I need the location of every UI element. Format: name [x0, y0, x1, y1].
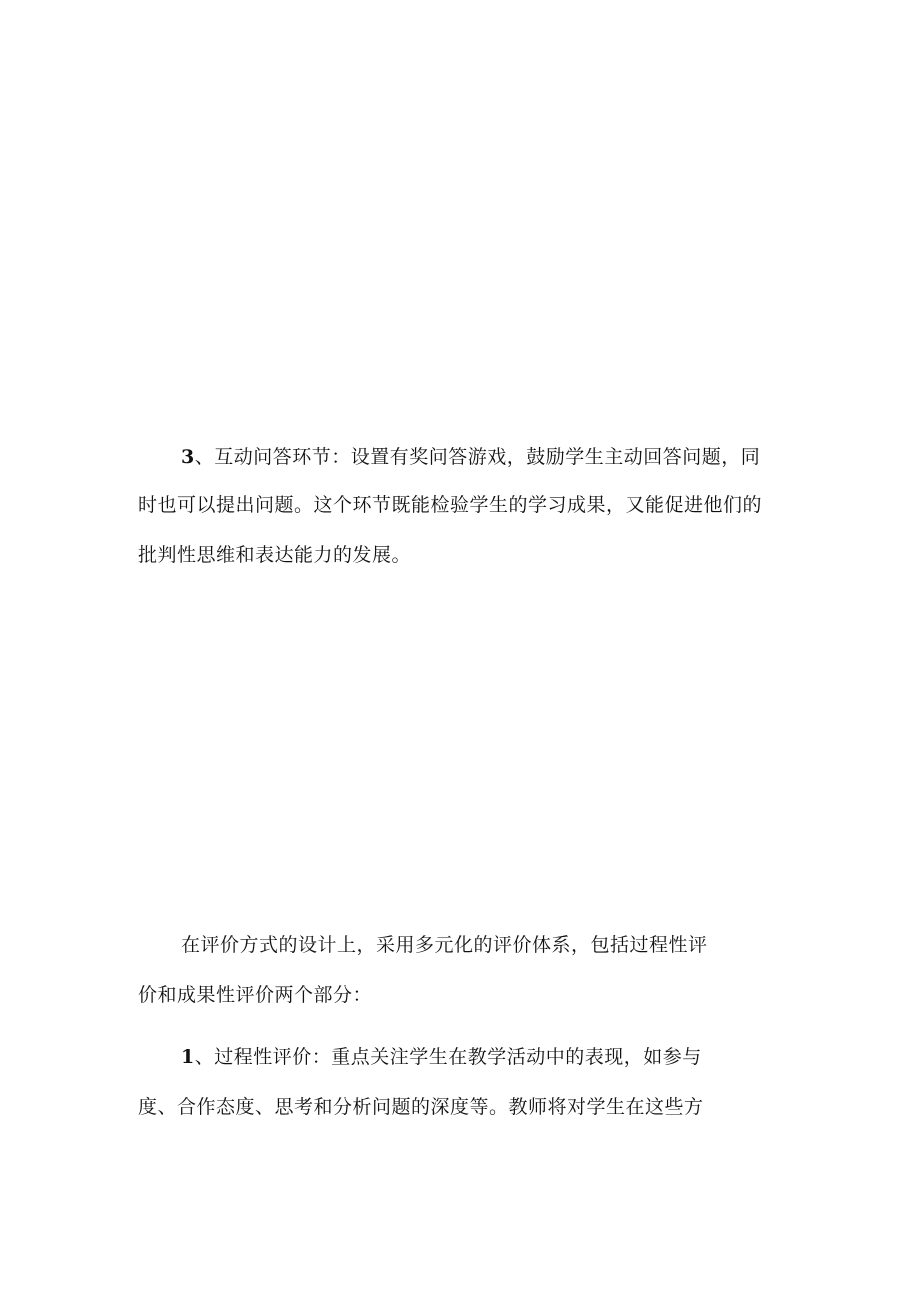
- list-number: 1: [181, 1046, 195, 1068]
- line-text: 、互动问答环节：设置有奖问答游戏，鼓励学生主动回答问题，同: [194, 446, 761, 468]
- paragraph-evaluation-intro-line-1: 在评价方式的设计上，采用多元化的评价体系，包括过程性评: [181, 934, 708, 956]
- paragraph-interactive-qa-line-3: 批判性思维和表达能力的发展。: [138, 544, 412, 566]
- list-number: 3: [181, 446, 195, 468]
- line-text: 、过程性评价：重点关注学生在教学活动中的表现，如参与: [194, 1046, 702, 1068]
- paragraph-interactive-qa-line-2: 时也可以提出问题。这个环节既能检验学生的学习成果，又能促进他们的: [138, 494, 763, 516]
- paragraph-interactive-qa-line-1: [181, 445, 760, 469]
- paragraph-process-evaluation-line-1: [181, 1045, 702, 1069]
- paragraph-evaluation-intro-line-2: 价和成果性评价两个部分：: [138, 984, 373, 1006]
- paragraph-process-evaluation-line-2: 度、合作态度、思考和分析问题的深度等。教师将对学生在这些方: [138, 1096, 704, 1118]
